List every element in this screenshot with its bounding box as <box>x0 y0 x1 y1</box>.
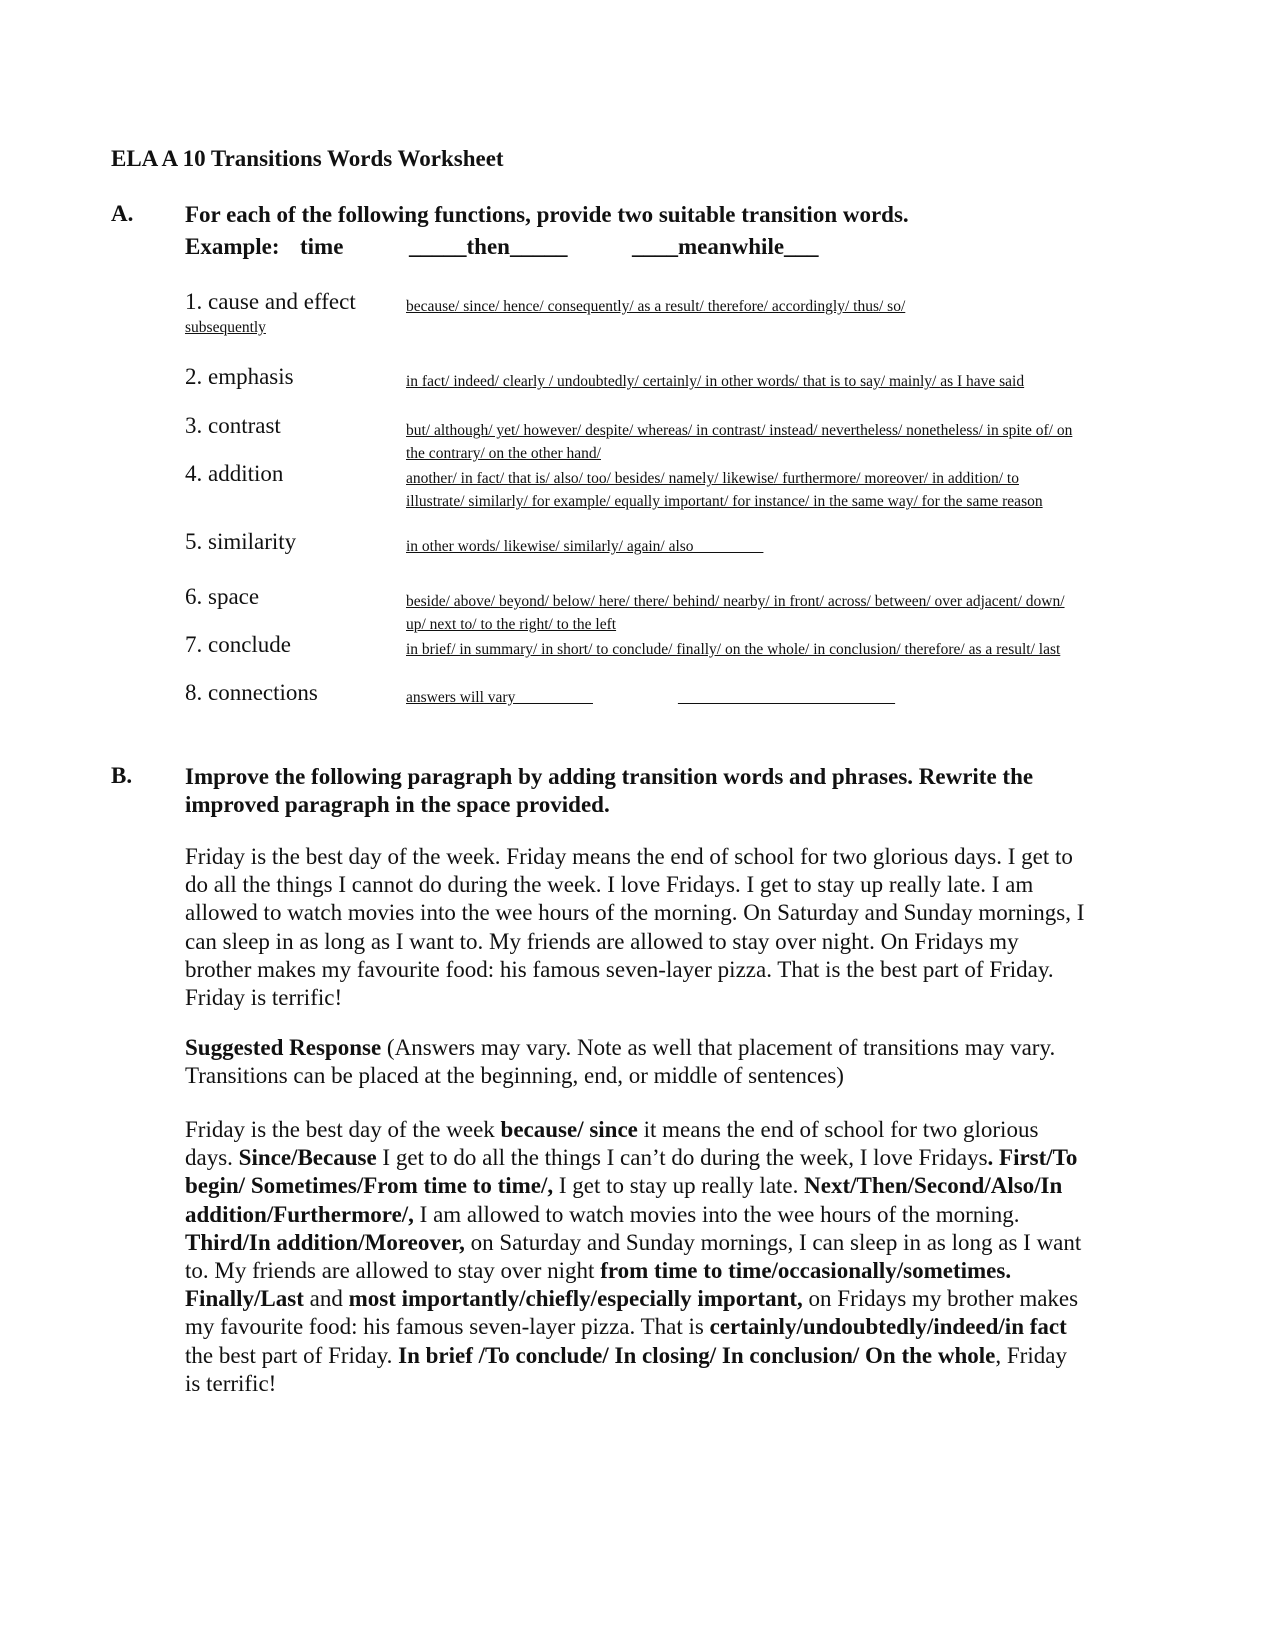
transition-phrase: because/ since <box>500 1117 638 1142</box>
response-text: Friday is the best day of the week <box>185 1117 501 1142</box>
response-text: I get to stay up really late. <box>553 1173 805 1199</box>
response-text: it means the end of school for two glorious days. <box>185 1117 1039 1171</box>
transition-phrase: most importantly/chiefly/especially important, <box>348 1286 803 1312</box>
item-label: 3. contrast <box>185 413 281 438</box>
response-text: I am allowed to watch movies into the wee hours of the morning. <box>413 1201 1020 1227</box>
example-term: time <box>300 234 344 259</box>
transition-phrase: from time to time/occasionally/sometimes. Finally/Last <box>185 1258 1012 1312</box>
item-answer: in other words/ likewise/ similarly/ again/ also_________ <box>406 538 764 555</box>
transition-phrase: certainly/undoubtedly/indeed/in fact <box>709 1314 1067 1340</box>
original-paragraph: Friday is the best day of the week. Friday means the end of school for two glorious days. I get to do all the things I cannot do during the week. I love Fridays. I get to stay up really late. I am allowed to watch movies into the wee hours of the morning. On Saturday and Sunday mornings, I can sleep in as long as I want to. My friends are allowed to stay over night. On Fridays my brother makes my favourite food: his famous seven-layer pizza. That is the best part of Friday. Friday is terrific! <box>185 844 1085 1011</box>
section-a-letter: A. <box>111 201 134 226</box>
transition-phrase: Third/In addition/Moreover, <box>185 1229 465 1255</box>
item-label: 5. similarity <box>185 529 297 554</box>
item-answer-blank: ____________________________ <box>678 689 895 706</box>
item-answer: answers will vary__________ <box>406 689 593 706</box>
suggested-response-note <box>185 1034 1085 1090</box>
transition-phrase: In brief /To conclude/ In closing/ In conclusion/ On the whole <box>398 1342 996 1368</box>
worksheet-title: ELA A 10 Transitions Words Worksheet <box>111 146 504 171</box>
item-label: 7. conclude <box>185 632 292 657</box>
response-text: I get to do all the things I can’t do during the week, I love Fridays <box>376 1145 988 1171</box>
example-answer-2: ____meanwhile___ <box>632 234 819 259</box>
response-text: on Saturday and Sunday mornings, I can sleep in as long as I want to. My friends are allowed to stay over night <box>185 1229 1082 1284</box>
example-answer-1: _____then_____ <box>409 234 568 259</box>
section-a-instruction: For each of the following functions, provide two suitable transition words. <box>185 202 909 227</box>
response-text: and <box>303 1286 349 1312</box>
item-label: 4. addition <box>185 461 284 486</box>
section-b-letter: B. <box>111 763 133 788</box>
item-label: 2. emphasis <box>185 364 294 389</box>
response-text: , Friday is terrific! <box>185 1342 1067 1396</box>
response-text: the best part of Friday. <box>185 1342 399 1368</box>
item-answer: beside/ above/ beyond/ below/ here/ there/ behind/ nearby/ in front/ across/ between/ over adjacent/ down/ up/ next to/ to the right/ to the left <box>406 593 1065 633</box>
example-label: Example: <box>185 234 280 259</box>
suggested-response-label: Suggested Response <box>185 1035 382 1060</box>
suggested-response-note-text: (Answers may vary. Note as well that placement of transitions may vary. Transitions can be placed at the beginning, end, or middle of sentences) <box>185 1035 1056 1089</box>
item-answer: because/ since/ hence/ consequently/ as a result/ therefore/ accordingly/ thus/ so/ <box>406 298 906 315</box>
item-answer: in fact/ indeed/ clearly / undoubtedly/ certainly/ in other words/ that is to say/ mainly/ as I have said <box>406 373 1025 390</box>
transition-phrase: . First/To begin/ Sometimes/From time to time/, <box>185 1145 1078 1199</box>
item-label: 6. space <box>185 584 260 609</box>
item-answer: another/ in fact/ that is/ also/ too/ besides/ namely/ likewise/ furthermore/ moreover/ in addition/ to illustrate/ similarly/ for example/ equally important/ for instance/ in the same way/ for the same reason <box>406 470 1043 510</box>
section-b-instruction: Improve the following paragraph by adding transition words and phrases. Rewrite the improved paragraph in the space provided. <box>185 764 1034 817</box>
response-text: on Fridays my brother makes my favourite food: his famous seven-layer pizza. That is <box>185 1286 1079 1340</box>
transition-phrase: Since/Because <box>238 1145 377 1171</box>
item-label: 1. cause and effect <box>185 289 356 314</box>
item-label: 8. connections <box>185 680 318 705</box>
suggested-response-paragraph <box>185 1116 1085 1398</box>
item-answer-continued: subsequently <box>185 319 266 336</box>
item-answer: in brief/ in summary/ in short/ to conclude/ finally/ on the whole/ in conclusion/ therefore/ as a result/ last <box>406 641 1061 658</box>
item-answer: but/ although/ yet/ however/ despite/ whereas/ in contrast/ instead/ nevertheless/ nonetheless/ in spite of/ on the contrary/ on the other hand/ <box>406 422 1073 462</box>
transition-phrase: Next/Then/Second/Also/In addition/Furthermore/, <box>185 1173 1063 1227</box>
